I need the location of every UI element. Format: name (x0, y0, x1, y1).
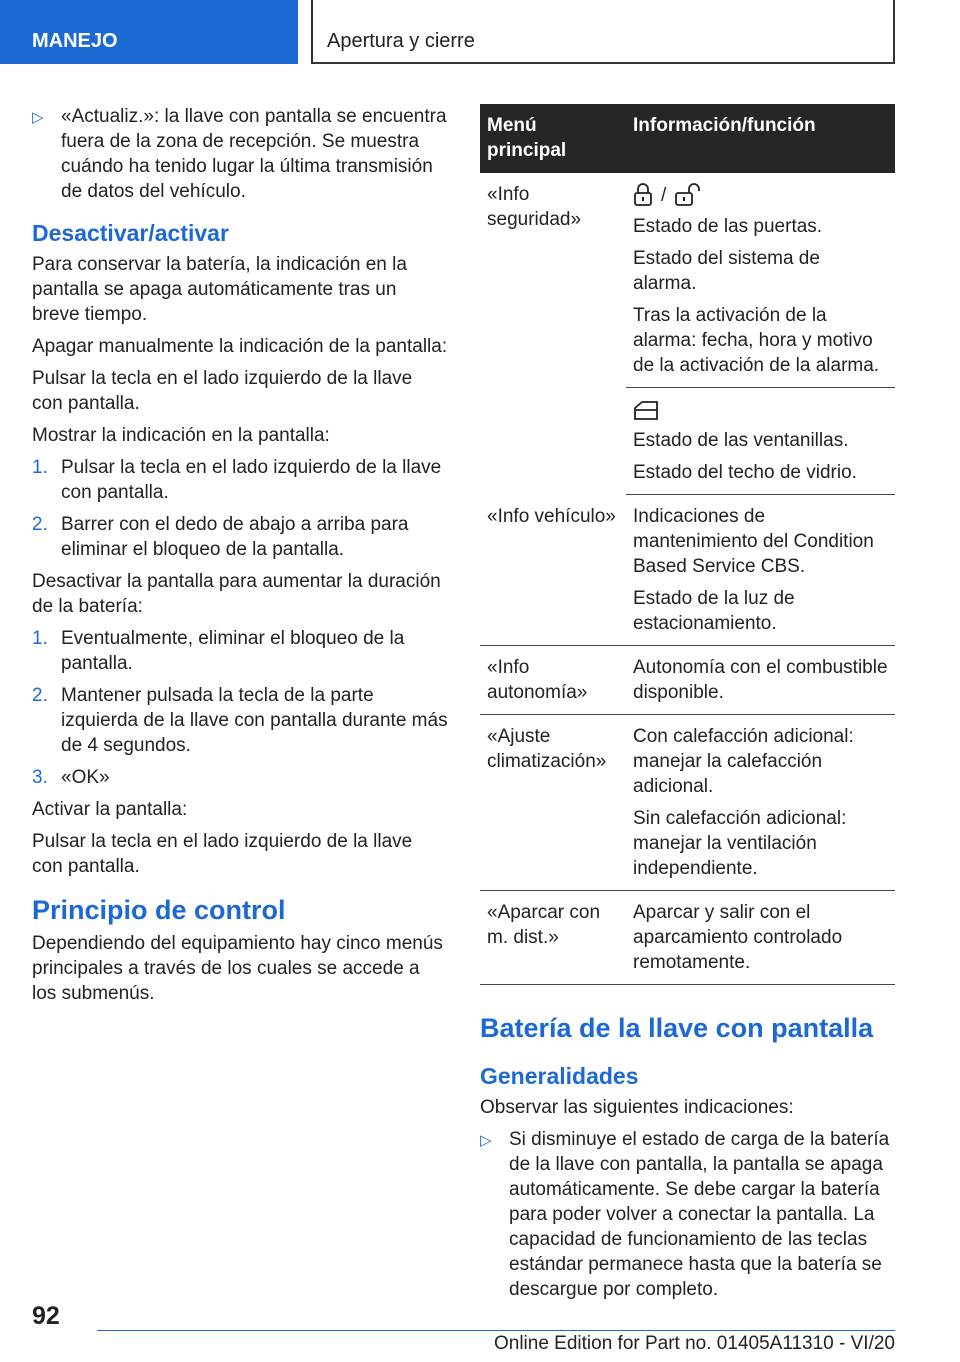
right-column (480, 104, 895, 1309)
table-row (480, 715, 895, 891)
menu-cell: «Info seguridad» (487, 184, 582, 230)
page-number: 92 (32, 1302, 60, 1330)
table-row (480, 173, 895, 388)
info-line: Con calefacción adicional: manejar la calefacción adicional. (633, 726, 854, 797)
section-tab (0, 0, 298, 64)
heading-principio: Principio de control (32, 895, 286, 925)
info-cell (626, 495, 895, 646)
info-cell (626, 173, 895, 388)
menu-cell: «Info vehículo» (480, 495, 626, 646)
info-line: Estado de la luz de estacionamiento. (633, 588, 795, 634)
car-window-icon (633, 399, 659, 421)
paragraph: Pulsar la tecla en el lado izquierdo de la llave con pantalla. (32, 368, 413, 414)
heading-generalidades: Generalidades (480, 1063, 639, 1089)
list-text: Barrer con el dedo de abajo a arriba para eliminar el bloqueo de la pantalla. (61, 514, 409, 560)
info-line: Autonomía con el combustible disponible. (633, 657, 888, 703)
paragraph: Para conservar la batería, la indicación en la pantalla se apaga automáticamente tras un breve tiempo. (32, 254, 407, 325)
info-line: Estado de las ventanillas. (633, 430, 849, 451)
info-line: Sin calefacción adicional: manejar la ventilación independiente. (633, 808, 847, 879)
lock-closed-icon (633, 183, 653, 207)
list-text: «OK» (61, 767, 110, 788)
lock-open-icon (674, 183, 702, 207)
triangle-right-icon: ▷ (480, 1132, 492, 1149)
info-line: Estado del sistema de alarma. (633, 248, 820, 294)
list-text: Pulsar la tecla en el lado izquierdo de la llave con pantalla. (61, 457, 442, 503)
list-item (32, 765, 448, 790)
list-item (32, 455, 448, 505)
column-header-info: Información/función (626, 104, 895, 173)
chapter-title: Apertura y cierre (327, 30, 475, 52)
info-line: Indicaciones de mantenimiento del Condition Based Service CBS. (633, 506, 874, 577)
footer-divider (97, 1330, 895, 1331)
menu-cell: «Aparcar con m. dist.» (480, 891, 626, 985)
list-number: 1. (32, 457, 48, 478)
paragraph: Mostrar la indicación en la pantalla: (32, 425, 330, 446)
paragraph: Desactivar la pantalla para aumentar la duración de la batería: (32, 571, 441, 617)
menu-table (480, 104, 895, 985)
table-row (480, 495, 895, 646)
paragraph: Pulsar la tecla en el lado izquierdo de la llave con pantalla. (32, 831, 413, 877)
table-row (480, 646, 895, 715)
list-text: Mantener pulsada la tecla de la parte izquierda de la llave con pantalla durante más de 4 segundos. (61, 685, 448, 756)
list-text: Eventualmente, eliminar el bloqueo de la pantalla. (61, 628, 405, 674)
info-cell (626, 891, 895, 985)
info-line: Estado de las puertas. (633, 216, 823, 237)
column-header-menu: Menú principal (480, 104, 626, 173)
heading-desactivar: Desactivar/activar (32, 220, 229, 246)
paragraph: Observar las siguientes indicaciones: (480, 1097, 794, 1118)
heading-bateria: Batería de la llave con pantalla (480, 1013, 874, 1043)
table-header-row (480, 104, 895, 173)
triangle-right-icon: ▷ (32, 109, 44, 126)
info-cell (626, 715, 895, 891)
bullet-item (480, 1127, 895, 1302)
info-cell (626, 388, 895, 495)
paragraph: Apagar manualmente la indicación de la pantalla: (32, 336, 448, 357)
bullet-text: «Actualiz.»: la llave con pantalla se encuentra fuera de la zona de recepción. Se muestra cuándo ha tenido lugar la última transmisión de datos del vehículo. (61, 106, 447, 202)
lock-icons (633, 182, 702, 208)
list-number: 3. (32, 767, 48, 788)
page-header-title (311, 0, 895, 64)
info-cell (626, 646, 895, 715)
paragraph: Activar la pantalla: (32, 799, 188, 820)
slash-separator: / (661, 184, 667, 206)
info-line: Tras la activación de la alarma: fecha, hora y motivo de la activación de la alarma. (633, 305, 880, 376)
section-label: MANEJO (32, 30, 118, 52)
menu-cell: «Info autonomía» (480, 646, 626, 715)
paragraph: Dependiendo del equipamiento hay cinco menús principales a través de los cuales se accede a los submenús. (32, 933, 443, 1004)
window-icon-wrap (633, 397, 659, 423)
list-item (32, 683, 448, 758)
menu-cell: «Ajuste climatización» (480, 715, 626, 891)
bullet-text: Si disminuye el estado de carga de la batería de la llave con pantalla, la pantalla se apaga automáticamente. Se debe cargar la batería para poder volver a conectar la pantalla. La capacidad de funcionamiento de las teclas estándar permanece hasta que la batería se descargue por completo. (509, 1129, 890, 1300)
list-number: 2. (32, 685, 48, 706)
list-number: 1. (32, 628, 48, 649)
left-column (32, 104, 448, 1013)
info-line: Aparcar y salir con el aparcamiento controlado remotamente. (633, 902, 843, 973)
info-line: Estado del techo de vidrio. (633, 462, 857, 483)
list-item (32, 512, 448, 562)
table-row (480, 891, 895, 985)
footer-edition: Online Edition for Part no. 01405A11310 - VI/20 (493, 1333, 895, 1354)
list-item (32, 626, 448, 676)
bullet-item (32, 104, 448, 204)
list-number: 2. (32, 514, 48, 535)
